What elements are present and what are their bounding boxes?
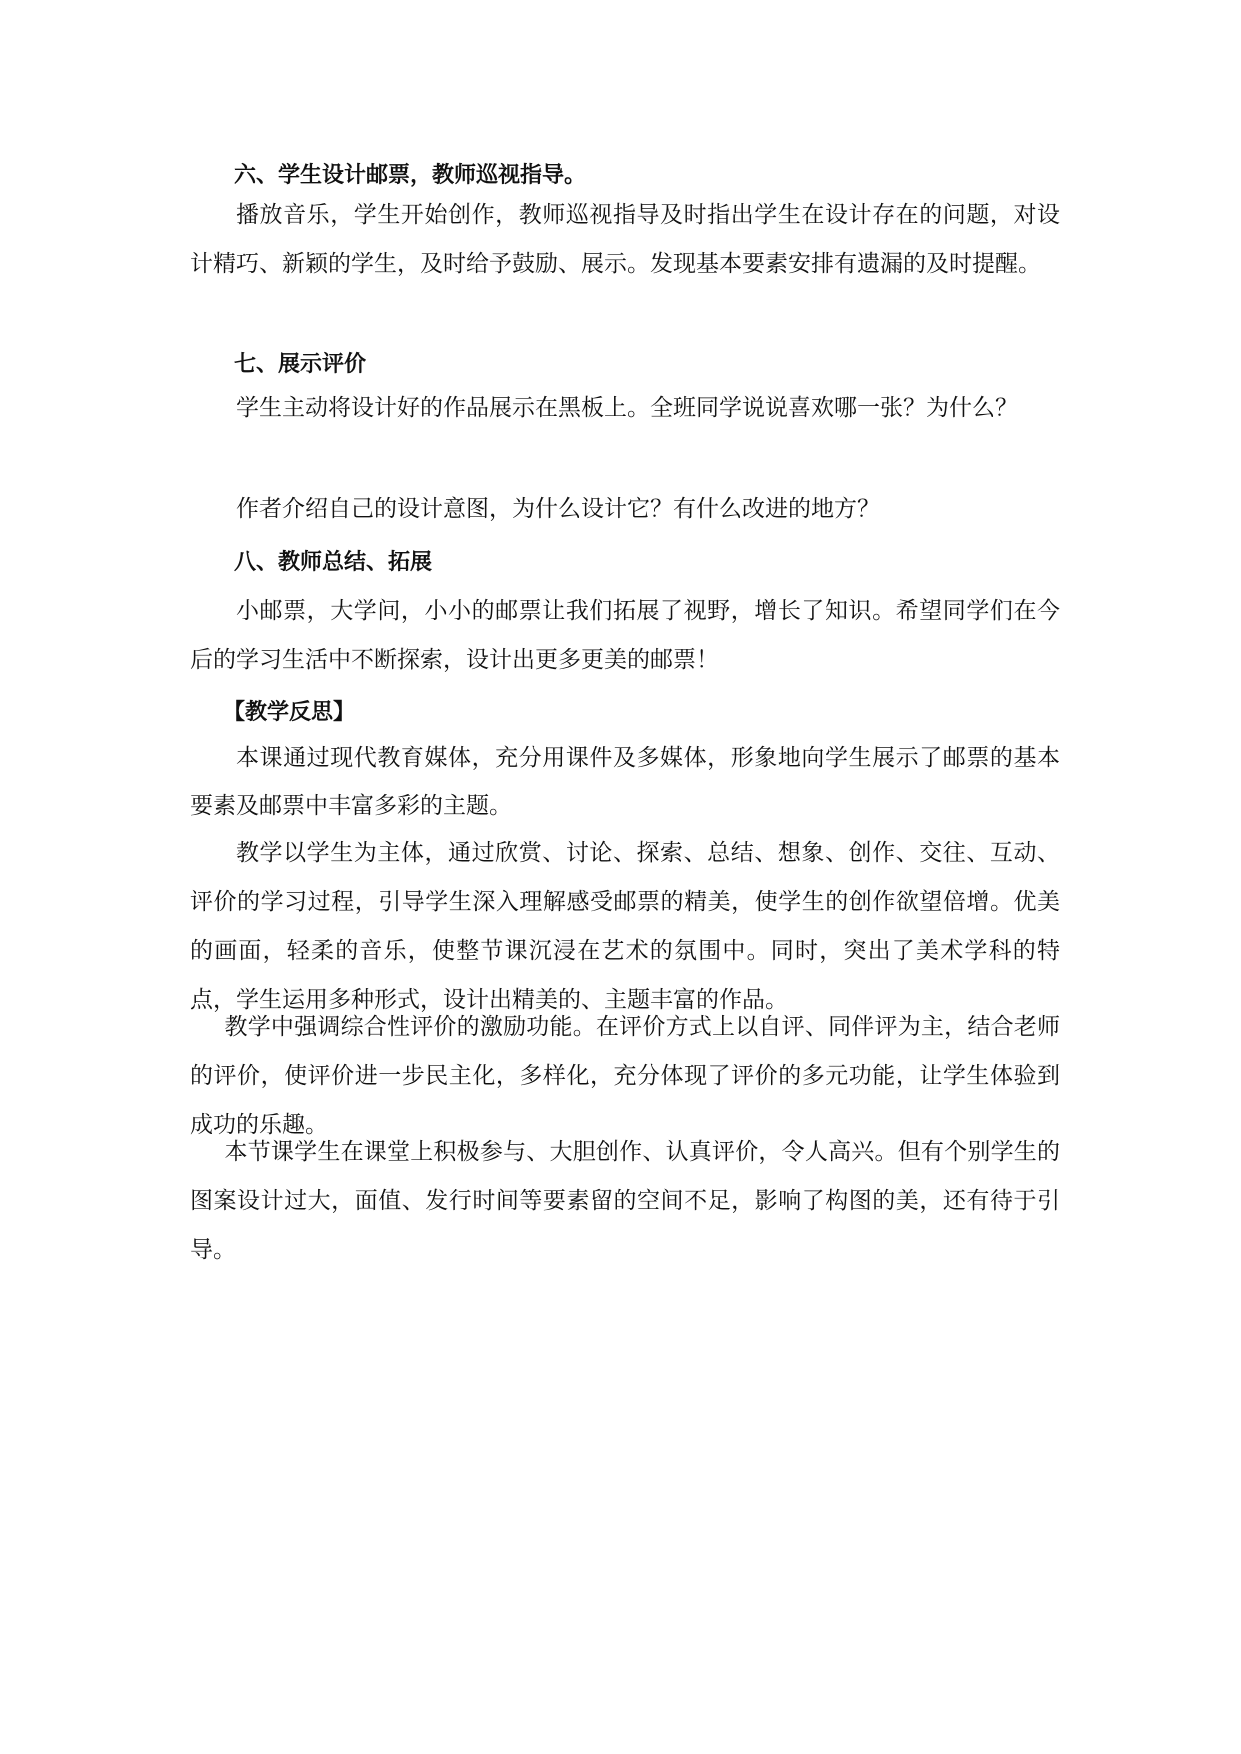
paragraph-reflection-1: 本课通过现代教育媒体，充分用课件及多媒体，形象地向学生展示了邮票的基本要素及邮票中丰富多彩的主题。 <box>190 745 1060 819</box>
paragraph-eight-1: 小邮票，大学问，小小的邮票让我们拓展了视野，增长了知识。希望同学们在今后的学习生活中不断探索，设计出更多更美的邮票！ <box>190 598 1060 673</box>
paragraph-seven-2: 作者介绍自己的设计意图，为什么设计它？有什么改进的地方？ <box>236 496 880 522</box>
section-heading-seven: 七、展示评价 <box>234 352 367 377</box>
paragraph-reflection-2: 教学以学生为主体，通过欣赏、讨论、探索、总结、想象、创作、交往、互动、评价的学习过程，引导学生深入理解感受邮票的精美，使学生的创作欲望倍增。优美的画面，轻柔的音乐，使整节课沉浸在艺术的氛围中。同时，突出了美术学科的特点，学生运用多种形式，设计出精美的、主题丰富的作品。 <box>190 840 1060 1013</box>
paragraph-reflection-4: 本节课学生在课堂上积极参与、大胆创作、认真评价，令人高兴。但有个别学生的图案设计过大，面值、发行时间等要素留的空间不足，影响了构图的美，还有待于引导。 <box>190 1139 1060 1263</box>
paragraph-six-1: 播放音乐，学生开始创作，教师巡视指导及时指出学生在设计存在的问题，对设计精巧、新颖的学生，及时给予鼓励、展示。发现基本要素安排有遗漏的及时提醒。 <box>190 202 1060 277</box>
section-heading-six: 六、学生设计邮票，教师巡视指导。 <box>234 163 587 188</box>
section-heading-eight: 八、教师总结、拓展 <box>234 550 433 575</box>
section-heading-reflection: 【教学反思】 <box>223 700 356 725</box>
paragraph-seven-1: 学生主动将设计好的作品展示在黑板上。全班同学说说喜欢哪一张？为什么？ <box>236 395 1018 421</box>
paragraph-reflection-3: 教学中强调综合性评价的激励功能。在评价方式上以自评、同伴评为主，结合老师的评价，使评价进一步民主化，多样化，充分体现了评价的多元功能，让学生体验到成功的乐趣。 <box>190 1014 1060 1138</box>
